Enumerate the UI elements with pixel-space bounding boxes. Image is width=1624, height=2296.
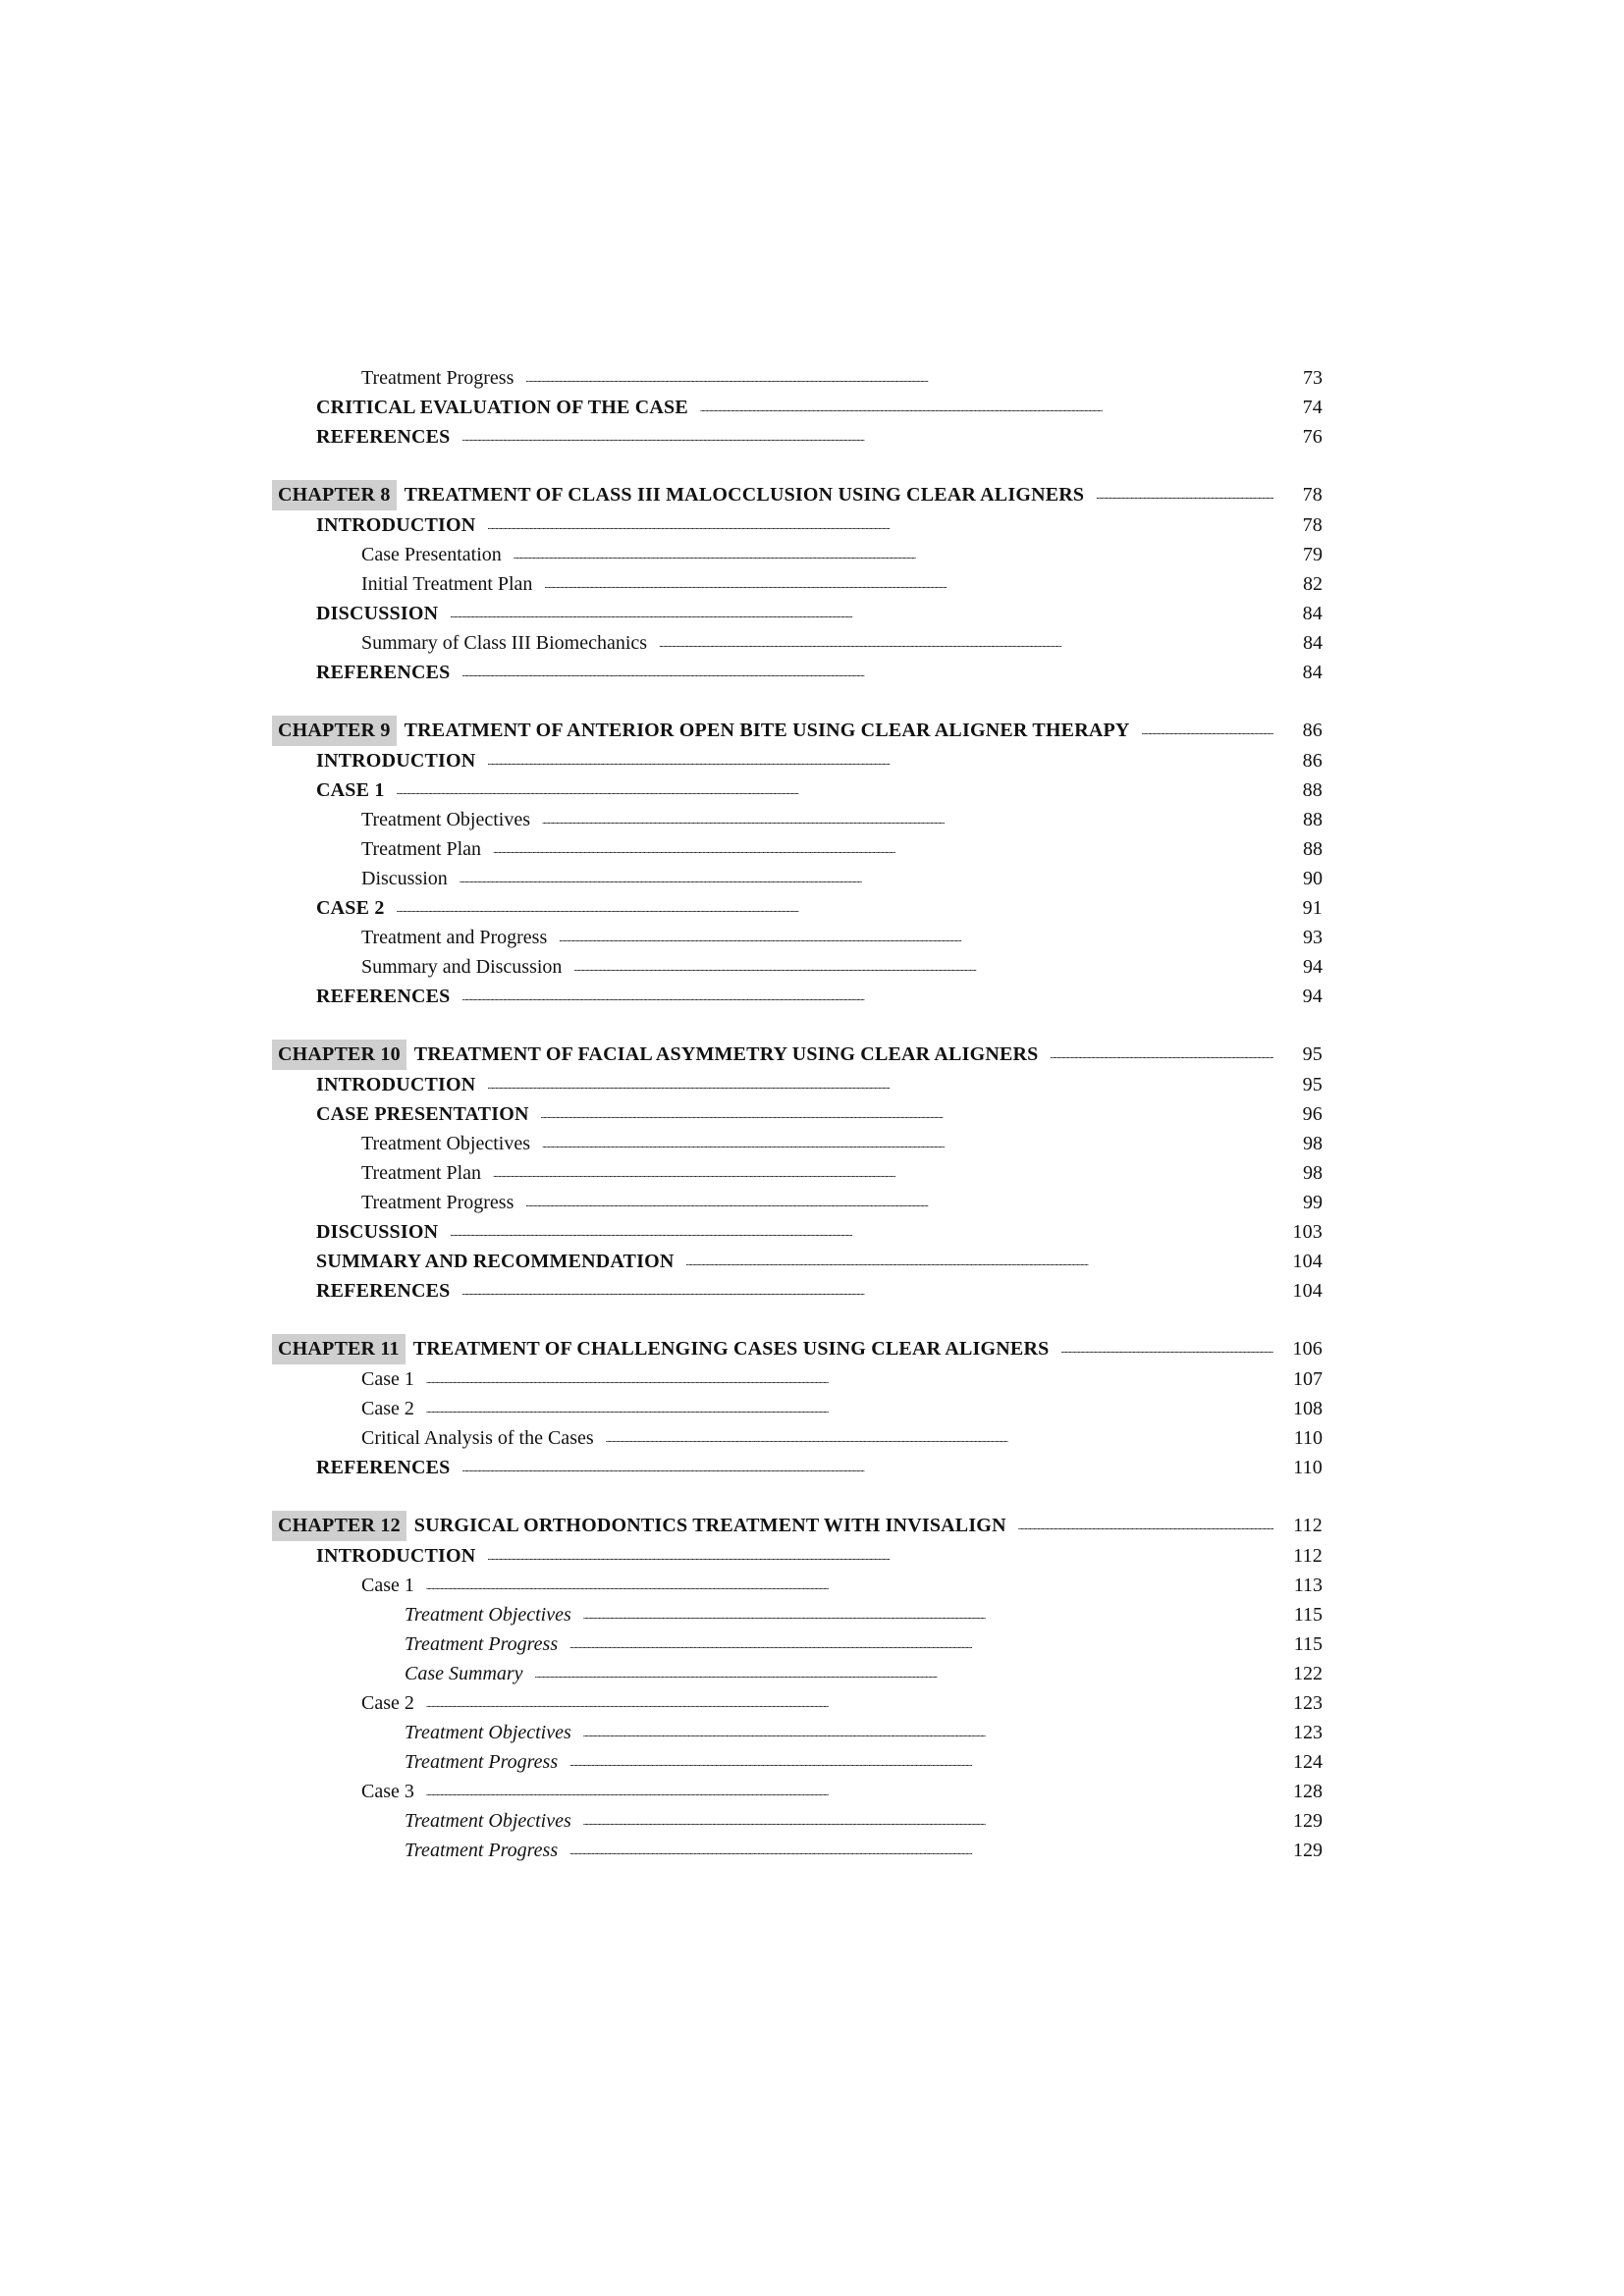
toc-page-number: 112 — [1293, 1545, 1323, 1567]
toc-entry-row — [272, 393, 1323, 422]
toc-page-number: 115 — [1293, 1633, 1323, 1655]
dot-leader — [544, 567, 1273, 600]
toc-entry-row — [272, 1688, 1323, 1718]
dot-leader — [493, 832, 1273, 865]
dot-leader — [606, 1421, 1273, 1454]
toc-entry-row — [272, 1600, 1323, 1629]
dot-leader — [426, 1686, 1273, 1719]
toc-entry-title: Treatment Progress — [405, 1751, 559, 1773]
toc-entry-title: INTRODUCTION — [316, 1545, 476, 1567]
toc-entry-title: Treatment Objectives — [405, 1604, 571, 1626]
toc-entry-title: REFERENCES — [316, 986, 451, 1007]
toc-chapter-row — [272, 1040, 1323, 1070]
toc-page-number: 96 — [1302, 1103, 1323, 1125]
toc-entry-row — [272, 775, 1323, 805]
toc-page-number: 104 — [1292, 1251, 1323, 1272]
toc-page-number: 98 — [1303, 1162, 1323, 1184]
toc-entry-title: Treatment Progress — [361, 367, 514, 389]
chapter-label-badge: CHAPTER 8 — [272, 480, 397, 510]
table-of-contents — [272, 363, 1323, 1865]
toc-entry-title: Case 1 — [361, 1575, 414, 1596]
toc-entry-title: DISCUSSION — [316, 603, 439, 624]
toc-page-number: 78 — [1302, 514, 1323, 536]
toc-entry-title: SUMMARY AND RECOMMENDATION — [316, 1251, 675, 1272]
toc-page-number: 123 — [1293, 1692, 1323, 1714]
toc-chapter-row — [272, 480, 1323, 510]
dot-leader — [1142, 714, 1273, 747]
toc-entry-row — [272, 422, 1323, 452]
toc-page-number: 94 — [1302, 986, 1323, 1007]
toc-chapter-section — [272, 1040, 1323, 1306]
dot-leader — [569, 1628, 1273, 1660]
dot-leader — [1050, 1038, 1273, 1071]
toc-page-number: 82 — [1303, 573, 1323, 595]
dot-leader — [583, 1598, 1273, 1630]
toc-entry-title: REFERENCES — [316, 1457, 451, 1478]
dot-leader — [659, 626, 1273, 659]
toc-entry-row — [272, 1571, 1323, 1600]
toc-entry-row — [272, 363, 1323, 393]
dot-leader — [573, 950, 1273, 983]
toc-entry-title: Treatment Objectives — [405, 1810, 571, 1832]
toc-entry-title: DISCUSSION — [316, 1221, 439, 1243]
toc-entry-row — [272, 1629, 1323, 1659]
toc-page-number: 88 — [1302, 779, 1323, 801]
toc-entry-title: Summary and Discussion — [361, 956, 563, 978]
toc-entry-title: CRITICAL EVALUATION OF THE CASE — [316, 397, 688, 418]
dot-leader — [426, 1775, 1273, 1807]
toc-entry-title: TREATMENT OF CLASS III MALOCCLUSION USING CLEAR ALIGNERS — [404, 484, 1085, 506]
dot-leader — [525, 361, 1273, 394]
toc-entry-title: Case 2 — [361, 1398, 414, 1419]
dot-leader — [460, 862, 1273, 894]
toc-entry-row — [272, 982, 1323, 1011]
dot-leader — [514, 538, 1273, 570]
toc-page-number: 110 — [1293, 1427, 1323, 1449]
toc-entry-title: TREATMENT OF ANTERIOR OPEN BITE USING CLEAR ALIGNER THERAPY — [404, 720, 1130, 741]
toc-entry-row — [272, 1217, 1323, 1247]
toc-page-number: 93 — [1303, 927, 1323, 948]
toc-entry-row — [272, 805, 1323, 834]
toc-page-number: 95 — [1302, 1043, 1323, 1065]
chapter-label-badge: CHAPTER 12 — [272, 1511, 406, 1541]
dot-leader — [569, 1745, 1273, 1778]
toc-page-number: 73 — [1303, 367, 1323, 389]
toc-page-number: 113 — [1293, 1575, 1323, 1596]
dot-leader — [569, 1834, 1273, 1866]
dot-leader — [487, 508, 1273, 541]
toc-page-number: 86 — [1302, 750, 1323, 772]
toc-page-number: 91 — [1302, 897, 1323, 919]
toc-entry-title: Case Presentation — [361, 544, 502, 565]
toc-entry-title: Treatment Objectives — [361, 1133, 531, 1154]
toc-entry-title: Summary of Class III Biomechanics — [361, 632, 648, 654]
toc-entry-row — [272, 628, 1323, 658]
toc-entry-title: CASE PRESENTATION — [316, 1103, 529, 1125]
toc-entry-row — [272, 1453, 1323, 1482]
toc-entry-row — [272, 1364, 1323, 1394]
toc-entry-title: INTRODUCTION — [316, 514, 476, 536]
toc-page-number: 99 — [1303, 1192, 1323, 1213]
toc-entry-row — [272, 1394, 1323, 1423]
toc-page-number: 74 — [1302, 397, 1323, 418]
dot-leader — [583, 1804, 1273, 1837]
dot-leader — [1060, 1332, 1273, 1365]
toc-entry-title: Treatment and Progress — [361, 927, 548, 948]
toc-page-number: 79 — [1303, 544, 1323, 565]
toc-entry-title: REFERENCES — [316, 662, 451, 683]
dot-leader — [461, 1451, 1273, 1483]
toc-page-number: 107 — [1293, 1368, 1323, 1390]
toc-entry-title: Treatment Objectives — [405, 1722, 571, 1743]
toc-page-number: 104 — [1292, 1280, 1323, 1302]
toc-chapter-section — [272, 480, 1323, 687]
toc-entry-title: Treatment Progress — [405, 1840, 559, 1861]
toc-entry-title: SURGICAL ORTHODONTICS TREATMENT WITH INVISALIGN — [413, 1515, 1006, 1536]
toc-entry-row — [272, 569, 1323, 599]
toc-entry-row — [272, 540, 1323, 569]
toc-page-number: 84 — [1302, 603, 1323, 624]
toc-entry-title: TREATMENT OF FACIAL ASYMMETRY USING CLEAR ALIGNERS — [413, 1043, 1039, 1065]
toc-page-number: 110 — [1293, 1457, 1323, 1478]
toc-chapter-section — [272, 1334, 1323, 1482]
toc-entry-row — [272, 658, 1323, 687]
toc-entry-row — [272, 1423, 1323, 1453]
toc-page-number: 84 — [1303, 632, 1323, 654]
toc-entry-title: Case Summary — [405, 1663, 523, 1684]
toc-page-number: 86 — [1302, 720, 1323, 741]
toc-entry-row — [272, 1806, 1323, 1836]
toc-page-number: 76 — [1302, 426, 1323, 448]
dot-leader — [487, 1068, 1273, 1100]
toc-entry-title: Treatment Progress — [361, 1192, 514, 1213]
toc-entry-title: Initial Treatment Plan — [361, 573, 533, 595]
toc-entry-title: Discussion — [361, 868, 448, 889]
toc-entry-row — [272, 510, 1323, 540]
toc-page-number: 94 — [1303, 956, 1323, 978]
toc-entry-title: Case 1 — [361, 1368, 414, 1390]
dot-leader — [541, 1097, 1273, 1130]
toc-entry-title: INTRODUCTION — [316, 750, 476, 772]
dot-leader — [461, 980, 1273, 1012]
toc-entry-row — [272, 1541, 1323, 1571]
toc-entry-title: CASE 2 — [316, 897, 385, 919]
dot-leader — [559, 921, 1273, 953]
toc-entry-row — [272, 1158, 1323, 1188]
dot-leader — [397, 774, 1273, 806]
toc-page-number: 103 — [1292, 1221, 1323, 1243]
toc-entry-title: REFERENCES — [316, 1280, 451, 1302]
toc-page-number: 124 — [1293, 1751, 1323, 1773]
toc-entry-row — [272, 864, 1323, 893]
toc-entry-title: Case 2 — [361, 1692, 414, 1714]
toc-entry-row — [272, 834, 1323, 864]
toc-entry-title: Treatment Plan — [361, 838, 482, 860]
toc-page-number: 123 — [1293, 1722, 1323, 1743]
dot-leader — [397, 891, 1273, 924]
toc-entry-row — [272, 1070, 1323, 1099]
toc-entry-row — [272, 923, 1323, 952]
dot-leader — [583, 1716, 1273, 1748]
toc-entry-row — [272, 893, 1323, 923]
dot-leader — [450, 1215, 1273, 1248]
chapter-label-badge: CHAPTER 10 — [272, 1040, 406, 1070]
toc-entry-row — [272, 1129, 1323, 1158]
toc-page-number: 122 — [1293, 1663, 1323, 1684]
toc-entry-row — [272, 746, 1323, 775]
toc-page-number: 84 — [1302, 662, 1323, 683]
toc-entry-row — [272, 952, 1323, 982]
dot-leader — [685, 1245, 1273, 1277]
toc-chapter-section — [272, 716, 1323, 1011]
toc-entry-title: Treatment Objectives — [361, 809, 531, 830]
toc-page-number: 98 — [1303, 1133, 1323, 1154]
chapter-label-badge: CHAPTER 11 — [272, 1334, 406, 1364]
toc-page-number: 95 — [1302, 1074, 1323, 1095]
toc-page-number: 129 — [1293, 1840, 1323, 1861]
toc-entry-title: INTRODUCTION — [316, 1074, 476, 1095]
toc-entry-title: REFERENCES — [316, 426, 451, 448]
toc-page-number: 112 — [1293, 1515, 1323, 1536]
dot-leader — [461, 420, 1273, 453]
toc-page-number: 115 — [1293, 1604, 1323, 1626]
toc-entry-row — [272, 1747, 1323, 1777]
toc-chapter-row — [272, 716, 1323, 746]
toc-entry-title: Case 3 — [361, 1781, 414, 1802]
dot-leader — [535, 1657, 1273, 1689]
dot-leader — [461, 1274, 1273, 1307]
toc-page-number: 88 — [1303, 838, 1323, 860]
toc-page-number: 106 — [1292, 1338, 1323, 1360]
toc-continued-section — [272, 363, 1323, 452]
dot-leader — [426, 1392, 1273, 1424]
dot-leader — [487, 1539, 1273, 1572]
dot-leader — [426, 1569, 1273, 1601]
toc-entry-row — [272, 1276, 1323, 1306]
toc-chapter-section — [272, 1511, 1323, 1865]
toc-page-number: 90 — [1303, 868, 1323, 889]
chapter-label-badge: CHAPTER 9 — [272, 716, 397, 746]
dot-leader — [461, 656, 1273, 688]
dot-leader — [1096, 478, 1273, 511]
dot-leader — [1018, 1509, 1273, 1542]
toc-entry-row — [272, 1099, 1323, 1129]
toc-page-number: 128 — [1293, 1781, 1323, 1802]
toc-page-number: 88 — [1303, 809, 1323, 830]
toc-entry-row — [272, 1777, 1323, 1806]
dot-leader — [450, 597, 1273, 629]
toc-entry-row — [272, 1247, 1323, 1276]
dot-leader — [426, 1362, 1273, 1395]
dot-leader — [542, 1127, 1273, 1159]
toc-entry-row — [272, 1188, 1323, 1217]
toc-entry-title: Treatment Progress — [405, 1633, 559, 1655]
toc-chapter-row — [272, 1511, 1323, 1541]
toc-chapter-row — [272, 1334, 1323, 1364]
toc-entry-title: TREATMENT OF CHALLENGING CASES USING CLEAR ALIGNERS — [412, 1338, 1050, 1360]
toc-entry-title: Critical Analysis of the Cases — [361, 1427, 594, 1449]
toc-page-number: 108 — [1293, 1398, 1323, 1419]
toc-entry-title: Treatment Plan — [361, 1162, 482, 1184]
toc-page-number: 129 — [1293, 1810, 1323, 1832]
toc-entry-row — [272, 1659, 1323, 1688]
dot-leader — [493, 1156, 1273, 1189]
toc-entry-row — [272, 599, 1323, 628]
toc-entry-row — [272, 1718, 1323, 1747]
dot-leader — [542, 803, 1273, 835]
dot-leader — [525, 1186, 1273, 1218]
toc-entry-row — [272, 1836, 1323, 1865]
toc-entry-title: CASE 1 — [316, 779, 385, 801]
toc-page-number: 78 — [1302, 484, 1323, 506]
dot-leader — [700, 391, 1273, 423]
dot-leader — [487, 744, 1273, 776]
